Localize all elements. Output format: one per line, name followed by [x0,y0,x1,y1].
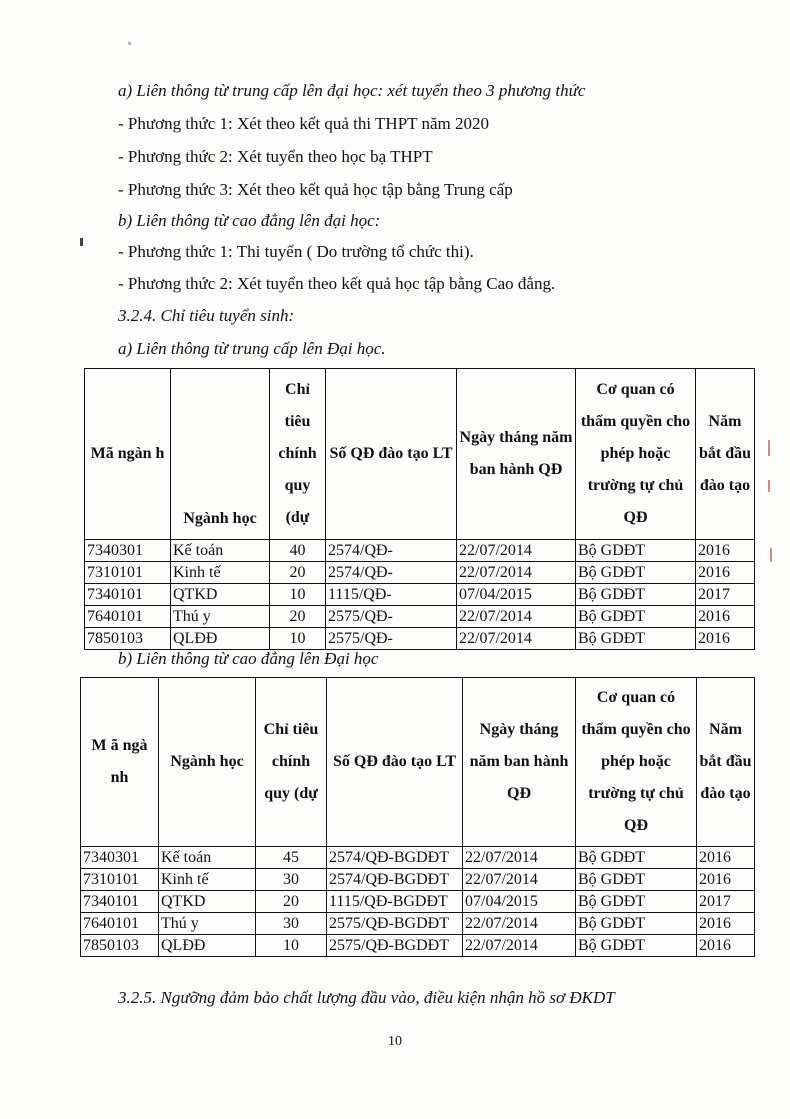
cell-decision: 2575/QĐ-BGDĐT [327,913,463,935]
cell-date: 22/07/2014 [463,847,576,869]
cell-decision: 2574/QĐ-BGDĐT [327,869,463,891]
cell-year: 2016 [697,869,755,891]
cell-code: 7340301 [85,540,171,562]
cell-date: 22/07/2014 [463,913,576,935]
cell-decision: 2574/QĐ-BGDĐT [327,847,463,869]
table-row [85,562,755,584]
cell-code: 7850103 [81,935,159,957]
cell-authority: Bộ GDĐT [576,584,696,606]
cell-date: 22/07/2014 [457,562,576,584]
section-b-method-1: - Phương thức 1: Thi tuyển ( Do trường tổ chức thi). [118,242,474,261]
header-code: Mã ngàn h [85,369,171,540]
cell-year: 2016 [697,847,755,869]
header-year: Năm bắt đầu đào tạo [696,369,755,540]
table-row [81,869,755,891]
cell-authority: Bộ GDĐT [576,913,697,935]
table-row [81,913,755,935]
cell-authority: Bộ GDĐT [576,935,697,957]
header-authority: Cơ quan có thẩm quyền cho phép hoặc trường tự chủ QĐ [576,369,696,540]
cell-decision: 2575/QĐ-BGDĐT [327,935,463,957]
header-decision: Số QĐ đào tạo LT [326,369,457,540]
cell-authority: Bộ GDĐT [576,891,697,913]
cell-authority: Bộ GDĐT [576,540,696,562]
scan-artifact [128,42,131,45]
cell-major: Kinh tế [171,562,270,584]
section-b-heading: b) Liên thông từ cao đẳng lên đại học: [118,211,381,230]
cell-decision: 2575/QĐ- [326,628,457,650]
cell-year: 2016 [697,935,755,957]
cell-decision: 2575/QĐ- [326,606,457,628]
scan-artifact [80,238,83,246]
cell-decision: 1115/QĐ-BGDĐT [327,891,463,913]
cell-year: 2016 [696,628,755,650]
cell-quota: 30 [256,913,327,935]
cell-year: 2017 [697,891,755,913]
header-quota: Chỉ tiêu chính quy (dự [270,369,326,540]
cell-quota: 40 [270,540,326,562]
header-quota: Chỉ tiêu chính quy (dự [256,678,327,847]
scan-artifact [768,440,770,456]
cell-year: 2016 [696,606,755,628]
cell-quota: 10 [270,584,326,606]
table-row [81,935,755,957]
cell-year: 2016 [696,562,755,584]
cell-major: Thú y [171,606,270,628]
cell-date: 22/07/2014 [457,628,576,650]
cell-code: 7340301 [81,847,159,869]
table-b-caption: b) Liên thông từ cao đẳng lên Đại học [118,649,379,668]
cell-year: 2017 [696,584,755,606]
section-a-method-2: - Phương thức 2: Xét tuyển theo học bạ THPT [118,147,433,166]
cell-decision: 2574/QĐ- [326,540,457,562]
cell-code: 7850103 [85,628,171,650]
table-row [81,847,755,869]
table-row [85,628,755,650]
cell-quota: 10 [256,935,327,957]
table-header-row [81,678,755,847]
table-row [85,584,755,606]
table-a-caption: a) Liên thông từ trung cấp lên Đại học. [118,339,386,358]
cell-authority: Bộ GDĐT [576,562,696,584]
cell-major: QTKD [159,891,256,913]
header-authority: Cơ quan có thẩm quyền cho phép hoặc trường tự chủ QĐ [576,678,697,847]
cell-quota: 10 [270,628,326,650]
cell-quota: 20 [270,562,326,584]
cell-decision: 1115/QĐ- [326,584,457,606]
section-a-method-3: - Phương thức 3: Xét theo kết quả học tập bằng Trung cấp [118,180,513,199]
cell-code: 7310101 [81,869,159,891]
scan-artifact [770,548,772,562]
cell-code: 7640101 [85,606,171,628]
table-row [85,540,755,562]
cell-major: QLĐĐ [171,628,270,650]
cell-major: QTKD [171,584,270,606]
cell-major: Kế toán [171,540,270,562]
cell-code: 7640101 [81,913,159,935]
page-number: 10 [388,1034,402,1049]
cell-authority: Bộ GDĐT [576,628,696,650]
header-year: Năm bắt đầu đào tạo [697,678,755,847]
section-a-method-1: - Phương thức 1: Xét theo kết quả thi THPT năm 2020 [118,114,490,133]
header-major: Ngành học [171,369,270,540]
header-date: Ngày tháng năm ban hành QĐ [463,678,576,847]
cell-date: 07/04/2015 [457,584,576,606]
cell-authority: Bộ GDĐT [576,869,697,891]
cell-authority: Bộ GDĐT [576,606,696,628]
cell-decision: 2574/QĐ- [326,562,457,584]
cell-date: 22/07/2014 [457,540,576,562]
cell-major: Kinh tế [159,869,256,891]
cell-year: 2016 [697,913,755,935]
cell-quota: 30 [256,869,327,891]
section-324-heading: 3.2.4. Chỉ tiêu tuyển sinh: [118,306,295,325]
cell-code: 7340101 [85,584,171,606]
cell-date: 22/07/2014 [463,869,576,891]
section-b-method-2: - Phương thức 2: Xét tuyển theo kết quả học tập bằng Cao đẳng. [118,274,556,293]
cell-date: 22/07/2014 [457,606,576,628]
cell-year: 2016 [696,540,755,562]
table-header-row [85,369,755,540]
cell-quota: 20 [270,606,326,628]
cell-authority: Bộ GDĐT [576,847,697,869]
table-row [85,606,755,628]
cell-date: 22/07/2014 [463,935,576,957]
section-325-heading: 3.2.5. Ngưỡng đảm bảo chất lượng đầu vào, điều kiện nhận hồ sơ ĐKDT [118,988,615,1007]
cell-major: QLĐĐ [159,935,256,957]
header-code: M ã ngà nh [81,678,159,847]
cell-quota: 20 [256,891,327,913]
cell-code: 7310101 [85,562,171,584]
cell-quota: 45 [256,847,327,869]
quota-table-intermediate [84,368,755,650]
cell-date: 07/04/2015 [463,891,576,913]
header-decision: Số QĐ đào tạo LT [327,678,463,847]
scan-artifact [768,480,770,492]
table-row [81,891,755,913]
quota-table-college [80,677,755,957]
cell-code: 7340101 [81,891,159,913]
cell-major: Kế toán [159,847,256,869]
header-major: Ngành học [159,678,256,847]
cell-major: Thú y [159,913,256,935]
header-date: Ngày tháng năm ban hành QĐ [457,369,576,540]
section-a-heading: a) Liên thông từ trung cấp lên đại học: xét tuyển theo 3 phương thức [118,81,586,100]
